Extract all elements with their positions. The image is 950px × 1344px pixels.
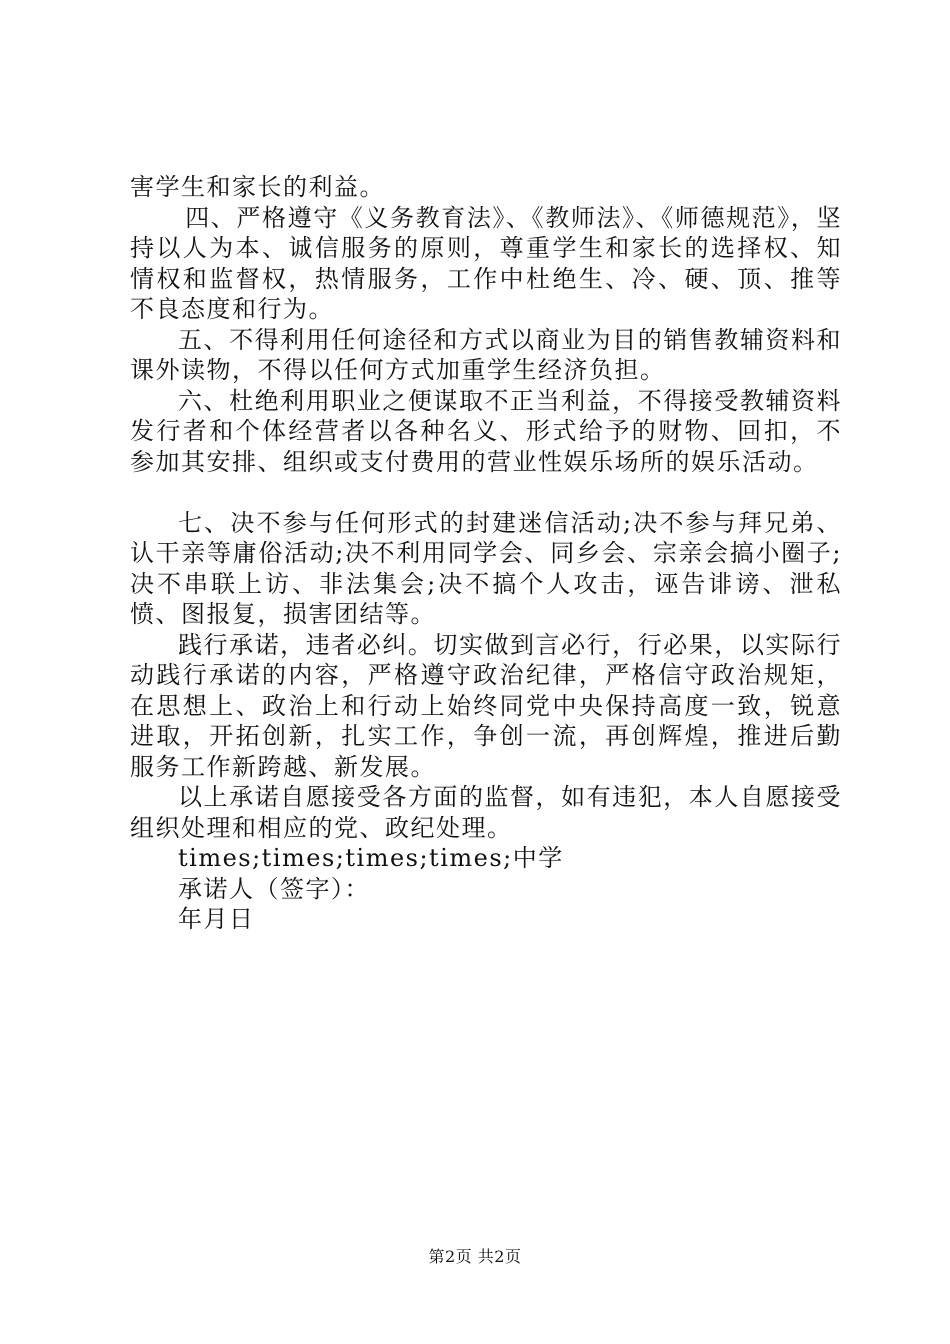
paragraph-continuation: 害学生和家长的利益。 [130,173,385,201]
paragraph-supervision: 以上承诺自愿接受各方面的监督，如有违犯，本人自愿接受组织处理和相应的党、政纪处理。 [130,783,842,842]
signature-date-label: 年月日 [178,905,255,933]
paragraph-item-6: 六、杜绝利用职业之便谋取不正当利益，不得接受教辅资料发行者和个体经营者以各种名义、形式给予的财物、回扣，不参加其安排、组织或支付费用的营业性娱乐场所的娱乐活动。 [130,386,842,476]
paragraph-commitment: 践行承诺，违者必纠。切实做到言必行，行必果，以实际行动践行承诺的内容，严格遵守政治纪律，严格信守政治规矩，在思想上、政治上和行动上始终同党中央保持高度一致，锐意进取，开拓创新，扎实工作，争创一流，再创辉煌，推进后勤服务工作新跨越、新发展。 [130,630,842,781]
document-body [130,172,842,935]
signature-signer-label: 承诺人（签字）： [178,874,370,903]
paragraph-item-4: 四、严格遵守《义务教育法》、《教师法》、《师德规范》，坚持以人为本、诚信服务的原则，尊重学生和家长的选择权、知情权和监督权，热情服务，工作中杜绝生、冷、硬、顶、推等不良态度和行为。 [130,203,842,323]
paragraph-gap [130,477,842,508]
paragraph-item-5: 五、不得利用任何途径和方式以商业为目的销售教辅资料和课外读物，不得以任何方式加重学生经济负担。 [130,325,842,384]
paragraph-item-7: 七、决不参与任何形式的封建迷信活动;决不参与拜兄弟、认干亲等庸俗活动;决不利用同学会、同乡会、宗亲会搞小圈子;决不串联上访、非法集会;决不搞个人攻击，诬告诽谤、泄私愤、图报复，损害团结等。 [130,508,842,628]
page-footer: 第2页 共2页 [428,1247,522,1266]
signature-org-line: times;times;times;times;中学 [178,844,564,872]
